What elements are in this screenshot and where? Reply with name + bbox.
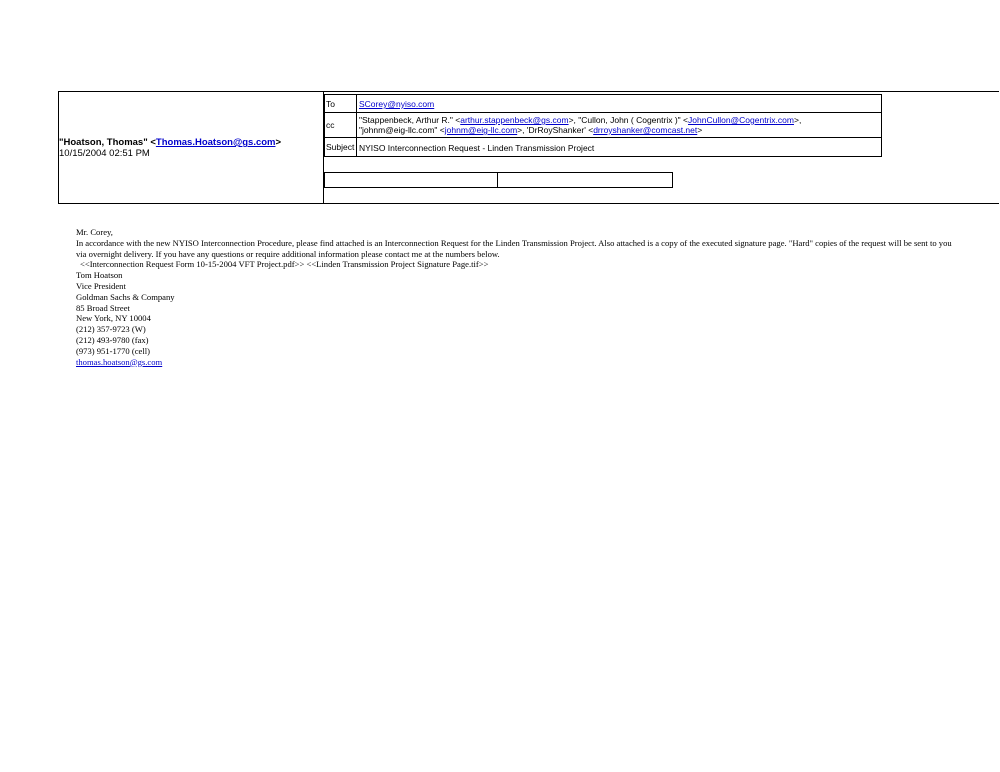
cc-email-link[interactable]: johnm@eig-llc.com [444, 125, 518, 135]
subject-row [325, 138, 881, 156]
cc-email-link[interactable]: drroyshanker@comcast.net [593, 125, 698, 135]
sender-close: > [275, 137, 282, 148]
sender-name: "Hoatson, Thomas" < [59, 137, 156, 148]
to-value [359, 95, 881, 109]
sender-block [59, 137, 281, 159]
signature-street: 85 Broad Street [76, 302, 130, 313]
to-label: To [325, 95, 357, 112]
cc-text: >, [793, 115, 802, 125]
cc-row [325, 113, 881, 138]
cc-value [359, 113, 881, 135]
signature-company: Goldman Sachs & Company [76, 291, 175, 302]
cc-text: >, "Cullon, John ( Cogentrix )" < [568, 115, 689, 125]
signature-name: Tom Hoatson [76, 270, 123, 281]
cc-label: cc [325, 113, 357, 137]
signature-title: Vice President [76, 280, 126, 291]
signature-cell: (973) 951-1770 (cell) [76, 345, 150, 356]
cc-text: "johnm@eig-llc.com" < [359, 125, 445, 135]
cc-line-1 [359, 115, 881, 125]
to-row [325, 95, 881, 113]
subject-label: Subject [325, 138, 357, 156]
address-table [324, 94, 882, 157]
signature-phone: (212) 357-9723 (W) [76, 324, 146, 335]
cc-text: "Stappenbeck, Arthur R." < [359, 115, 461, 125]
sender-email-link[interactable]: Thomas.Hoatson@gs.com [155, 137, 276, 148]
signature-email-link[interactable]: thomas.hoatson@gs.com [76, 356, 163, 367]
cc-email-link[interactable]: JohnCullon@Cogentrix.com [688, 115, 794, 125]
empty-table-divider [497, 173, 498, 187]
signature-fax: (212) 493-9780 (fax) [76, 334, 149, 345]
email-header [58, 91, 999, 204]
sent-date: 10/15/2004 02:51 PM [59, 148, 150, 159]
cc-text: >, 'DrRoyShanker' < [517, 125, 594, 135]
signature-city: New York, NY 10004 [76, 313, 151, 324]
body-paragraph: In accordance with the new NYISO Interconnection Procedure, please find attached is an Interconnection Request for the Linden Transmission Project. Also attached is a copy of the executed signature page. "Hard" copies of the request will be sent to you via overnight delivery. If you have any questions or require additional information please contact me at the numbers below. [76, 237, 952, 259]
subject-value: NYISO Interconnection Request - Linden Transmission Project [359, 143, 595, 153]
cc-text: > [697, 125, 703, 135]
empty-table [324, 172, 673, 188]
sender-line [59, 137, 281, 148]
email-body [76, 227, 956, 367]
to-email-link[interactable]: SCorey@nyiso.com [359, 99, 435, 109]
attachments-line[interactable]: <<Interconnection Request Form 10-15-2004 VFT Project.pdf>> <<Linden Transmission Project Signature Page.tif>> [80, 259, 489, 270]
greeting: Mr. Corey, [76, 227, 113, 237]
cc-line-2 [359, 125, 881, 135]
cc-email-link[interactable]: arthur.stappenbeck@gs.com [460, 115, 569, 125]
